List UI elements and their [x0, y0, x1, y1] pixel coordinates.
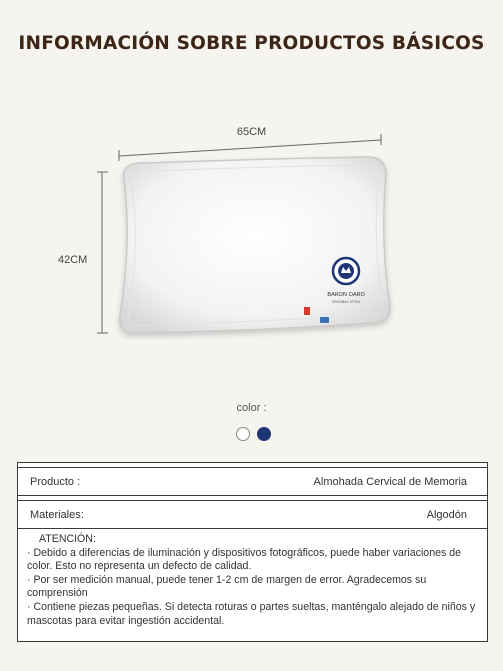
- material-row: [18, 500, 487, 529]
- brand-logo-icon: [333, 258, 359, 284]
- brand-line2: ORIGINAL STYLE: [331, 300, 361, 304]
- material-key: Materiales:: [30, 509, 84, 521]
- page-title: INFORMACIÓN SOBRE PRODUCTOS BÁSICOS: [18, 33, 485, 54]
- note-item: · Debido a diferencias de iluminación y dispositivos fotográficos, puede haber variaciones de color. Esto no representa un defecto de calidad.: [27, 546, 462, 573]
- width-dimension-label: 65CM: [236, 126, 267, 138]
- attention-title: ATENCIÓN:: [39, 533, 96, 545]
- product-key: Producto :: [30, 476, 81, 488]
- note-item: · Por ser medición manual, puede tener 1-2 cm de margen de error. Agradecemos su comprensión: [27, 573, 427, 600]
- product-value: Almohada Cervical de Memoria: [313, 476, 467, 488]
- product-row: [18, 467, 487, 496]
- width-dimension-line: [119, 140, 381, 156]
- color-swatch-navy[interactable]: [257, 427, 271, 441]
- note-item: · Contiene piezas pequeñas. Si detecta roturas o partes sueltas, manténgalo alejado de niños y mascotas para evitar ingestión accidental.: [27, 600, 476, 627]
- red-tag-icon: [304, 307, 310, 315]
- attention-notes: [27, 533, 482, 628]
- product-info-table: [17, 462, 488, 642]
- material-value: Algodón: [426, 509, 467, 521]
- brand-line1: BARON DARO: [327, 292, 365, 298]
- color-label: color :: [236, 402, 267, 414]
- color-swatch-white[interactable]: [236, 427, 250, 441]
- height-dimension-label: 42CM: [58, 254, 88, 266]
- pillow-image: [110, 155, 400, 345]
- care-label-icon: [320, 317, 329, 323]
